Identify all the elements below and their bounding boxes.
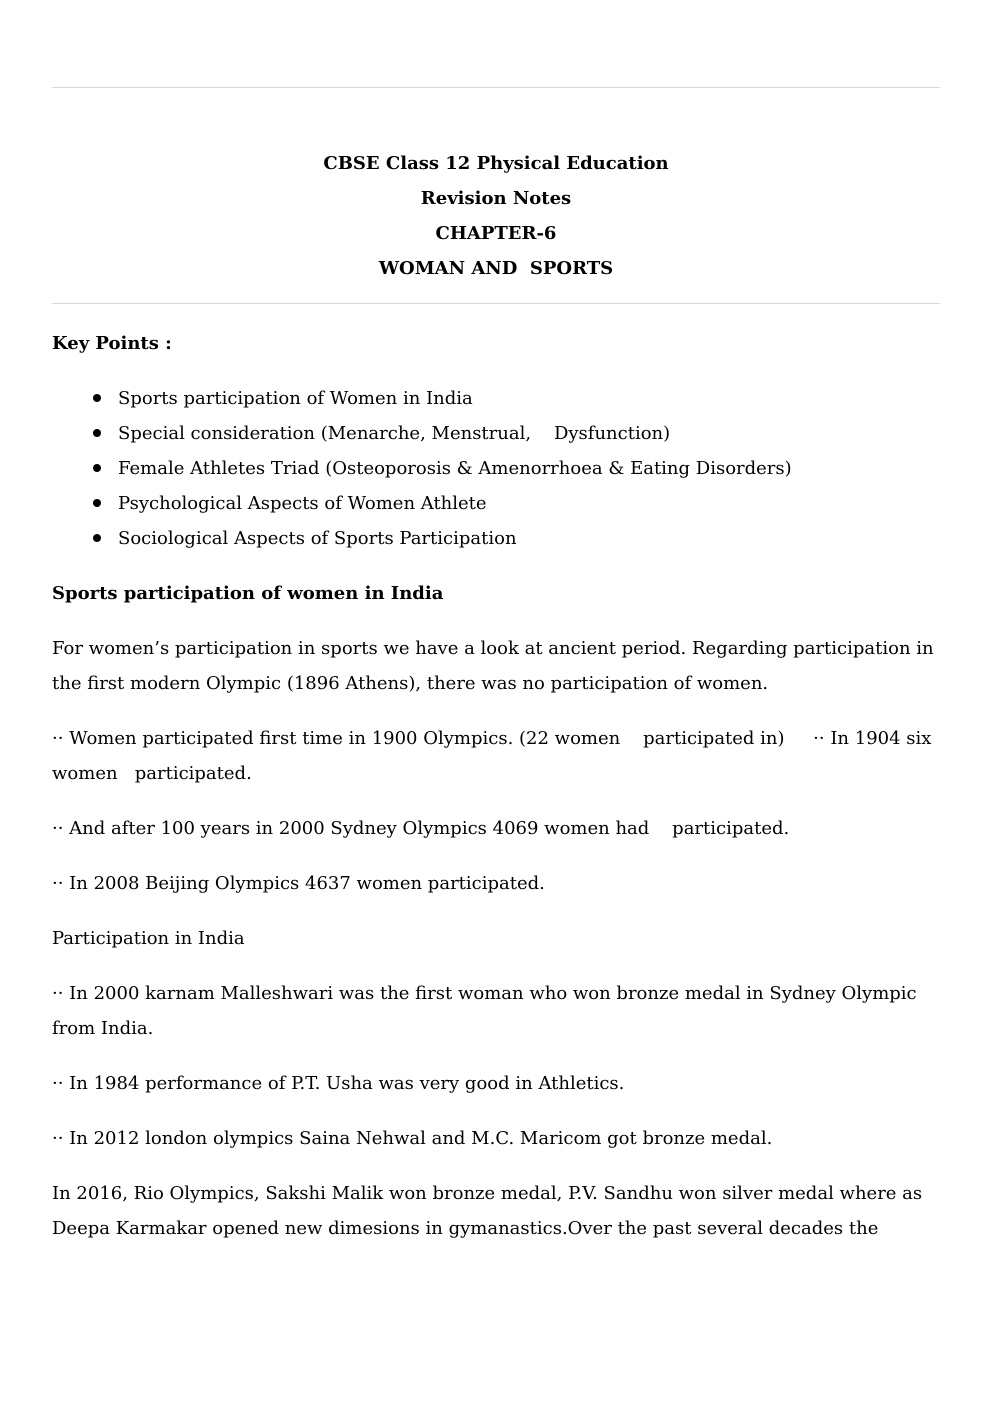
key-points-list [52,381,940,556]
bullet-icon [93,394,101,402]
document-body [52,326,940,1246]
list-item: Special consideration (Menarche, Menstrual, Dysfunction) [52,416,940,451]
olympic-fact-2: ·· And after 100 years in 2000 Sydney Olympics 4069 women had participated. [52,818,790,839]
header-chapter-title: WOMAN AND SPORTS [378,258,614,279]
india-fact-3: ·· In 2012 london olympics Saina Nehwal and M.C. Maricom got bronze medal. [52,1128,773,1149]
olympic-fact-3: ·· In 2008 Beijing Olympics 4637 women participated. [52,873,545,894]
closing-paragraph: In 2016, Rio Olympics, Sakshi Malik won bronze medal, P.V. Sandhu won silver medal where as Deepa Karmakar opened new dimesions in gymanastics.Over the past several decades the [52,1183,928,1239]
header-chapter: CHAPTER-6 [435,223,557,244]
top-divider [52,87,940,88]
bullet-icon [93,429,101,437]
olympic-fact-1: ·· Women participated first time in 1900 Olympics. (22 women participated in) ·· In 1904 six women participated. [52,728,938,784]
india-fact-1: ·· In 2000 karnam Malleshwari was the first woman who won bronze medal in Sydney Olympic from India. [52,983,929,1039]
header-course-title: CBSE Class 12 Physical Education [323,153,669,174]
bullet-icon [93,499,101,507]
india-heading: Participation in India [52,928,245,949]
intro-paragraph: For women’s participation in sports we have a look at ancient period. Regarding participation in the first modern Olympic (1896 Athens), there was no participation of women. [52,638,940,694]
key-points-heading: Key Points : [52,333,172,354]
list-item: Psychological Aspects of Women Athlete [52,486,940,521]
document-header [52,146,940,286]
list-item: Female Athletes Triad (Osteoporosis & Amenorrhoea & Eating Disorders) [52,451,940,486]
header-subtitle: Revision Notes [420,188,572,209]
list-item: Sports participation of Women in India [52,381,940,416]
list-item: Sociological Aspects of Sports Participation [52,521,940,556]
section-heading: Sports participation of women in India [52,583,444,604]
header-divider [52,303,940,304]
india-fact-2: ·· In 1984 performance of P.T. Usha was very good in Athletics. [52,1073,625,1094]
bullet-icon [93,464,101,472]
bullet-icon [93,534,101,542]
